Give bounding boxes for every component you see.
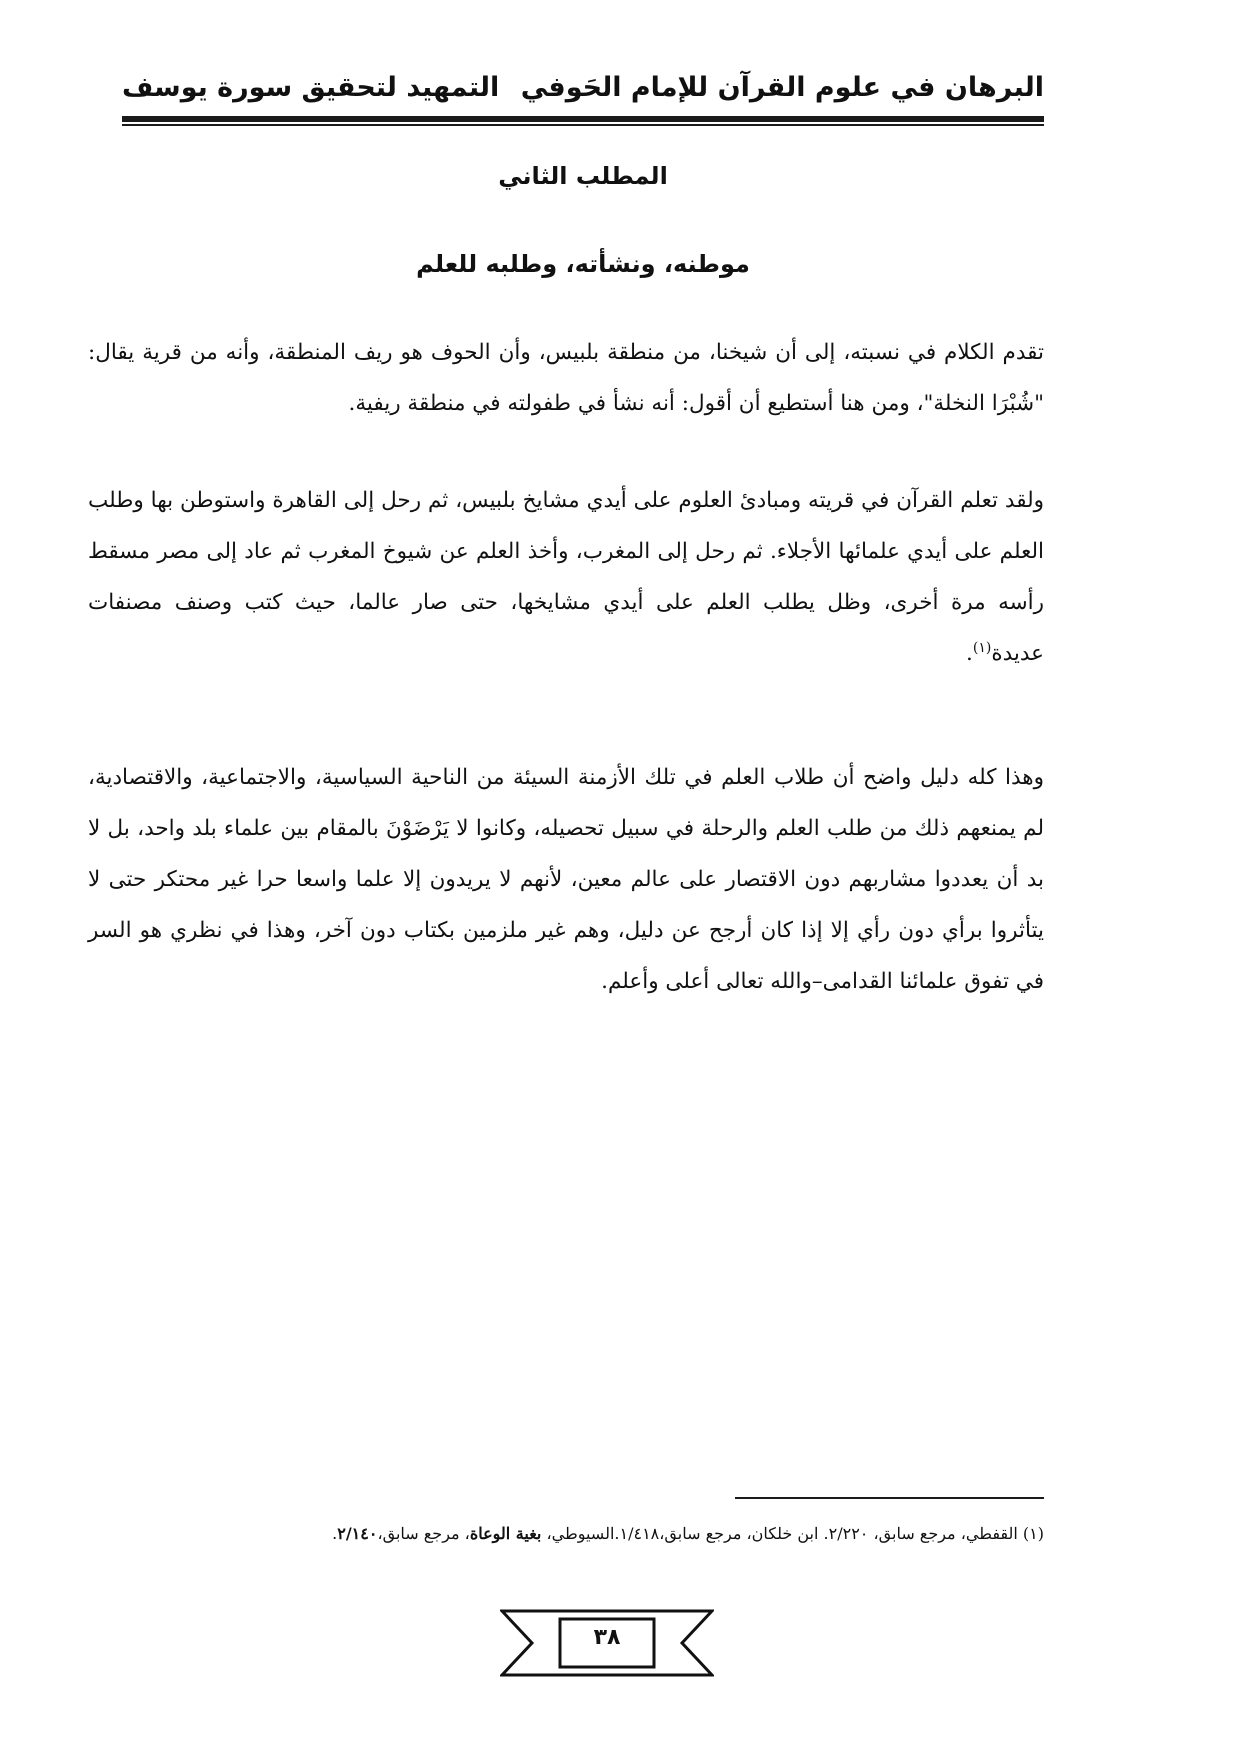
topic-heading: موطنه، ونشأته، وطلبه للعلم [416, 250, 750, 278]
footnote-marker[interactable]: (١) [972, 639, 992, 656]
footnote-text-end: . [332, 1524, 338, 1543]
paragraph-2-text: ولقد تعلم القرآن في قريته ومبادئ العلوم على أيدي مشايخ بلبيس، ثم رحل إلى القاهرة واستوطن بها وطلب العلم على أيدي علمائها الأجلاء. ثم رحل إلى المغرب، وأخذ العلم عن شيوخ المغرب ثم عاد إلى مصر مسقط رأسه مرة أخرى، وظل يطلب العلم على أيدي مشايخها، حتى صار عالما، حيث كتب وصنف مصنفات عديدة [88, 488, 1044, 666]
footnote-separator [735, 1497, 1044, 1499]
footnote [122, 1521, 1044, 1547]
paragraph-2-end: . [966, 641, 973, 666]
footnote-text-2: ، مرجع سابق، [377, 1524, 470, 1543]
book-title: البرهان في علوم القرآن للإمام الحَوفي [520, 72, 1044, 103]
page-number: ٣٨ [593, 1625, 621, 1650]
running-header [122, 72, 1044, 112]
footnote-book-title: بغية الوعاة [469, 1524, 542, 1543]
subsection-heading: المطلب الثاني [498, 162, 668, 190]
section-title: التمهيد لتحقيق سورة يوسف [122, 72, 500, 103]
paragraph-1: تقدم الكلام في نسبته، إلى أن شيخنا، من منطقة بلبيس، وأن الحوف هو ريف المنطقة، وأنه من قرية يقال: "شُبْرَا النخلة"، ومن هنا أستطيع أن أقول: أنه نشأ في طفولته في منطقة ريفية. [88, 340, 1044, 416]
paragraph-2 [88, 475, 1044, 679]
paragraph-3: وهذا كله دليل واضح أن طلاب العلم في تلك الأزمنة السيئة من الناحية السياسية، والاجتماعية، والاقتصادية، لم يمنعهم ذلك من طلب العلم والرحلة في سبيل تحصيله، وكانوا لا يَرْضَوْنَ بالمقام بين علماء بلد واحد، بل لا بد أن يعددوا مشاربهم دون الاقتصار على عالم معين، لأنهم لا يريدون إلا علما واسعا حرا غير محتكر حتى لا يتأثروا برأي دون رأي إلا إذا كان أرجح عن دليل، وهم غير ملزمين بكتاب دون آخر، وهذا في نظري هو السر في تفوق علمائنا القدامى–والله تعالى أعلى وأعلم. [88, 765, 1044, 994]
header-rule-thick [122, 116, 1044, 122]
footnote-text-1: (١) القفطي، مرجع سابق، ٢/٢٢٠. ابن خلكان، مرجع سابق،١/٤١٨.السيوطي، [541, 1524, 1044, 1543]
footnote-page-ref: ٢/١٤٠ [337, 1524, 378, 1543]
header-rule-thin [122, 124, 1044, 126]
